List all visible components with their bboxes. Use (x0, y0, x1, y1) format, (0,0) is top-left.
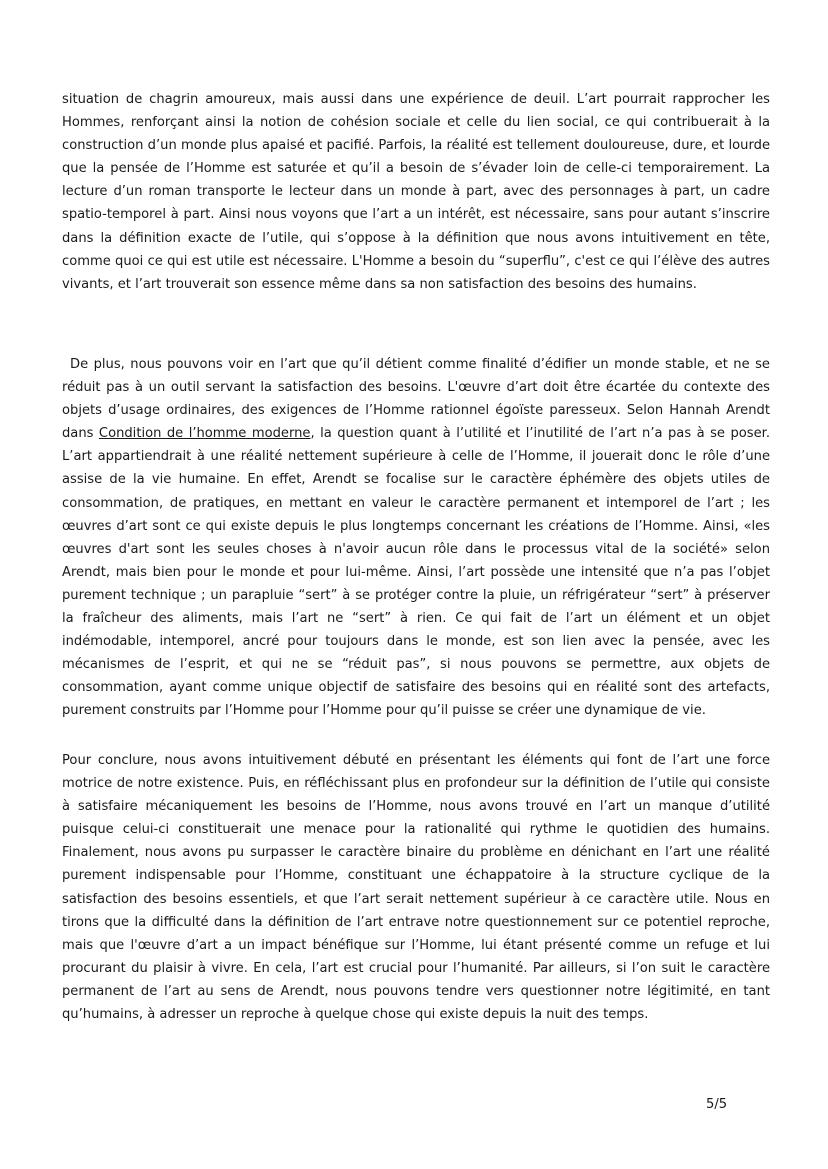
paragraph-arendt-intro: De plus, nous pouvons voir en l’art que qu’il détient comme finalité d’édifier un monde stable, et ne se réduit pas à un outil servant la satisfaction des besoins. L'œuvre d’art doit être écartée du contexte des objets d’usage ordinaires, des exigences de l’Homme rationnel égoïste paresseux. Selon Hannah Arendt dans (62, 357, 770, 442)
page-number: 5/5 (706, 1097, 728, 1112)
book-title-condition-homme-moderne: Condition de l’homme moderne (98, 426, 311, 442)
paragraph-conclusion: Pour conclure, nous avons intuitivement débuté en présentant les éléments qui font de l’art une force motrice de notre existence. Puis, en réfléchissant plus en profondeur sur la définition de l’utile qui consiste à satisfaire mécaniquement les besoins de l’Homme, nous avons trouvé en l’art un manque d’utilité puisque celui-ci constituerait une menace pour la rationalité qui rythme le quotidien des humains. Finalement, nous avons pu surpasser le caractère binaire du problème en dénichant en l’art une réalité purement indispensable pour l’Homme, constituant une échappatoire à la structure cyclique de la satisfaction des besoins essentiels, et que l’art serait nettement supérieur à ce caractère utile. Nous en tirons que la difficulté dans la définition de l’art entrave notre questionnement sur ce potentiel reproche, mais que l'œuvre d’art a un impact bénéfique sur l’Homme, lui étant présenté comme un refuge et lui procurant du plaisir à vivre. En cela, l’art est crucial pour l’humanité. Par ailleurs, si l’on suit le caractère permanent de l’art au sens de Arendt, nous pouvons tendre vers questionner notre légitimité, en tant qu’humains, à adresser un reproche à quelque chose qui existe depuis la nuit des temps. (62, 753, 770, 1023)
paragraph-arendt (62, 353, 770, 723)
paragraph-art-social-cohesion: situation de chagrin amoureux, mais aussi dans une expérience de deuil. L’art pourrait rapprocher les Hommes, renforçant ainsi la notion de cohésion sociale et celle du lien social, ce qui contribuerait à la construction d’un monde plus apaisé et pacifié. Parfois, la réalité est tellement douloureuse, dure, et lourde que la pensée de l’Homme est saturée et qu’il a besoin de s’évader loin de celle-ci temporairement. La lecture d’un roman transporte le lecteur dans un monde à part, avec des personnages à part, un cadre spatio-temporel à part. Ainsi nous voyons que l’art a un intérêt, est nécessaire, sans pour autant s’inscrire dans la définition exacte de l’utile, qui s’oppose à la définition que nous avons intuitivement en tête, comme quoi ce qui est utile est nécessaire. L'Homme a besoin du “superflu”, c'est ce qui l’élève des autres vivants, et l’art trouverait son essence même dans sa non satisfaction des besoins des humains. (62, 92, 770, 292)
paragraph-arendt-body: , la question quant à l’utilité et l’inutilité de l’art n’a pas à se poser. L’art appartiendrait à une réalité nettement supérieure à celle de l’Homme, il jouerait donc le rôle d’une assise de la vie humaine. En effet, Arendt se focalise sur le caractère éphémère des objets utiles de consommation, de pratiques, en mettant en valeur le caractère permanent et intemporel de l’art ; les œuvres d’art sont ce qui existe depuis le plus longtemps concernant les créations de l’Homme. Ainsi, «les œuvres d'art sont les seules choses à n'avoir aucun rôle dans le processus vital de la société» selon Arendt, mais bien pour le monde et pour lui-même. Ainsi, l’art possède une intensité que n’a pas l’objet purement technique ; un parapluie “sert” à se protéger contre la pluie, un réfrigérateur “sert” à préserver la fraîcheur des aliments, mais l’art ne “sert” à rien. Ce qui fait de l’art un élément et un objet indémodable, intemporel, ancré pour toujours dans le monde, est son lien avec la pensée, avec les mécanismes de l’esprit, et qui ne se “réduit pas”, si nous pouvons se permettre, aux objets de consommation, ayant comme unique objectif de satisfaire des besoins qui en réalité sont des artefacts, purement construits par l’Homme pour l’Homme pour qu’il puisse se créer une dynamique de vie. (62, 426, 770, 719)
